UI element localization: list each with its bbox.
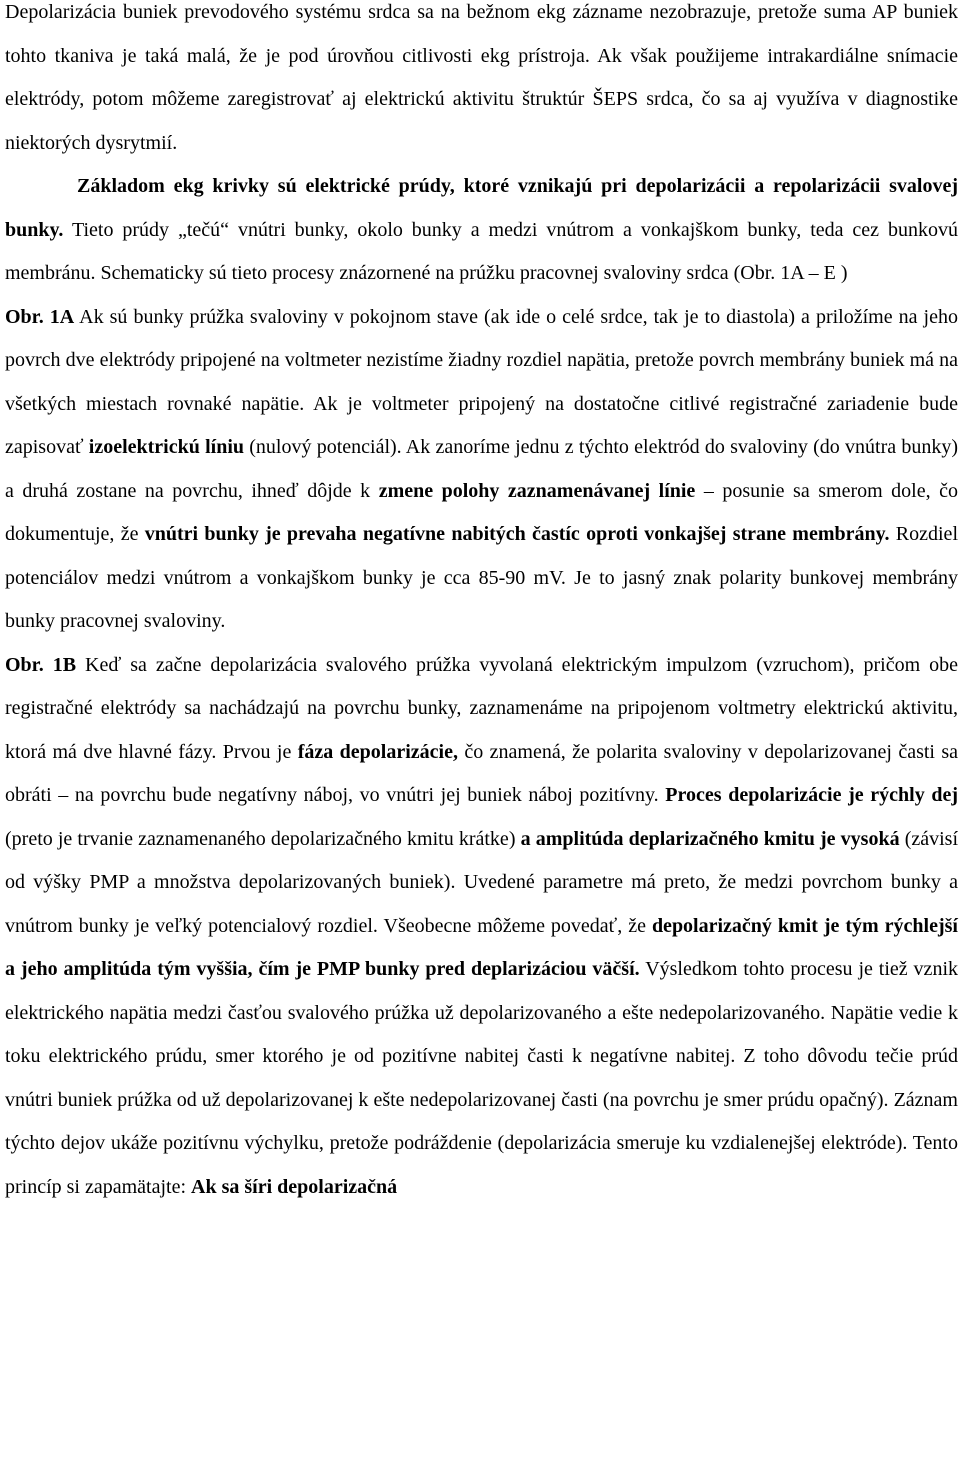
text-segment: Keď sa začne depolarizácia svalového prúžka vyvolaná elektrickým impulzom (vzruchom), pričom obe registračné elektródy sa nachádzajú na povrchu bunky, zaznamenáme na pripojenom voltmetry elektrickú aktivitu, ktorá má dve hlavné fázy. Prvou je xyxy=(5,653,958,763)
text-segment: – posunie sa smerom dole, čo dokumentuje, že xyxy=(5,479,958,545)
paragraph xyxy=(5,165,958,296)
bold-text-segment: zmene polohy zaznamenávanej línie xyxy=(378,479,696,502)
paragraph xyxy=(5,296,958,644)
text-segment: (nulový potenciál). Ak zanoríme jednu z týchto elektród do svaloviny (do vnútra bunky) a druhá zostane na povrchu, ihneď dôjde k xyxy=(5,436,959,502)
bold-text-segment: Proces depolarizácie je rýchly dej xyxy=(665,784,959,806)
text-segment: Depolarizácia buniek prevodového systému srdca sa na bežnom ekg zázname nezobrazuje, pretože suma AP buniek tohto tkaniva je taká malá, že je pod úrovňou citlivosti ekg prístroja. Ak však použijeme intrakardiálne snímacie elektródy, potom môžeme zaregistrovať aj elektrickú aktivitu štruktúr ŠEPS srdca, čo sa aj využíva v diagnostike niektorých dysrytmií. xyxy=(5,1,958,154)
text-segment: Tieto prúdy „tečú“ vnútri bunky, okolo bunky a medzi vnútrom a vonkajškom bunky, teda cez bunkovú membránu. Schematicky sú tieto procesy znázornené na prúžku pracovnej svaloviny srdca (Obr. 1A – E ) xyxy=(5,218,958,284)
text-segment: Rozdiel potenciálov medzi vnútrom a vonkajškom bunky je cca 85-90 mV. Je to jasný znak polarity bunkovej membrány bunky pracovnej svaloviny. xyxy=(5,523,958,632)
bold-text-segment: Obr. 1A xyxy=(5,305,75,328)
text-segment: (preto je trvanie zaznamenaného depolarizačného kmitu krátke) xyxy=(5,827,521,850)
bold-text-segment: Obr. 1B xyxy=(5,653,77,676)
text-segment: čo znamená, že polarita svaloviny v depolarizovanej časti sa obráti – na povrchu bude negatívny náboj, vo vnútri jej buniek náboj pozitívny. xyxy=(5,740,959,806)
bold-text-segment: izoelektrickú líniu xyxy=(88,436,245,458)
bold-text-segment: fáza depolarizácie, xyxy=(297,740,458,763)
paragraph xyxy=(5,0,958,165)
text-segment: Výsledkom tohto procesu je tiež vznik elektrického napätia medzi časťou svalového prúžka už depolarizovaného a ešte nedepolarizovaného. Napätie vedie k toku elektrického prúdu, smer ktorého je od pozitívne nabitej časti k negatívne nabitej. Z toho dôvodu tečie prúd vnútri buniek prúžka od už depolarizovanej k ešte nedepolarizovanej časti (na povrchu je smer prúdu opačný). Záznam týchto dejov ukáže pozitívnu výchylku, pretože podráždenie (depolarizácia smeruje ku vzdialenejšej elektróde). Tento princíp si zapamätajte: xyxy=(5,958,958,1198)
bold-text-segment: a amplitúda deplarizačného kmitu je vysoká xyxy=(520,827,900,850)
bold-text-segment: Ak sa šíri depolarizačná xyxy=(191,1175,398,1198)
paragraph xyxy=(5,644,958,1210)
text-segment: Ak sú bunky prúžka svaloviny v pokojnom stave (ak ide o celé srdce, tak je to diastola) a priložíme na jeho povrch dve elektródy pripojené na voltmeter nezistíme žiadny rozdiel napätia, pretože povrch membrány buniek má na všetkých miestach rovnaké napätie. Ak je voltmeter pripojený na dostatočne citlivé registračné zariadenie bude zapisovať xyxy=(5,305,958,458)
bold-text-segment: vnútri bunky je prevaha negatívne nabitých častíc oproti vonkajšej strane membrány. xyxy=(144,523,890,545)
text-segment: (závisí od výšky PMP a množstva depolarizovaných buniek). Uvedené parametre má preto, že medzi povrchom bunky a vnútrom bunky je veľký potencialový rozdiel. Všeobecne môžeme povedať, že xyxy=(5,827,959,937)
bold-text-segment: depolarizačný kmit je tým rýchlejší a jeho amplitúda tým vyššia, čím je PMP bunky pred deplarizáciou väčší. xyxy=(5,914,958,980)
document-body xyxy=(5,0,958,1209)
bold-text-segment: Základom ekg krivky sú elektrické prúdy, ktoré vznikajú pri depolarizácii a repolarizácii svalovej bunky. xyxy=(5,175,958,241)
